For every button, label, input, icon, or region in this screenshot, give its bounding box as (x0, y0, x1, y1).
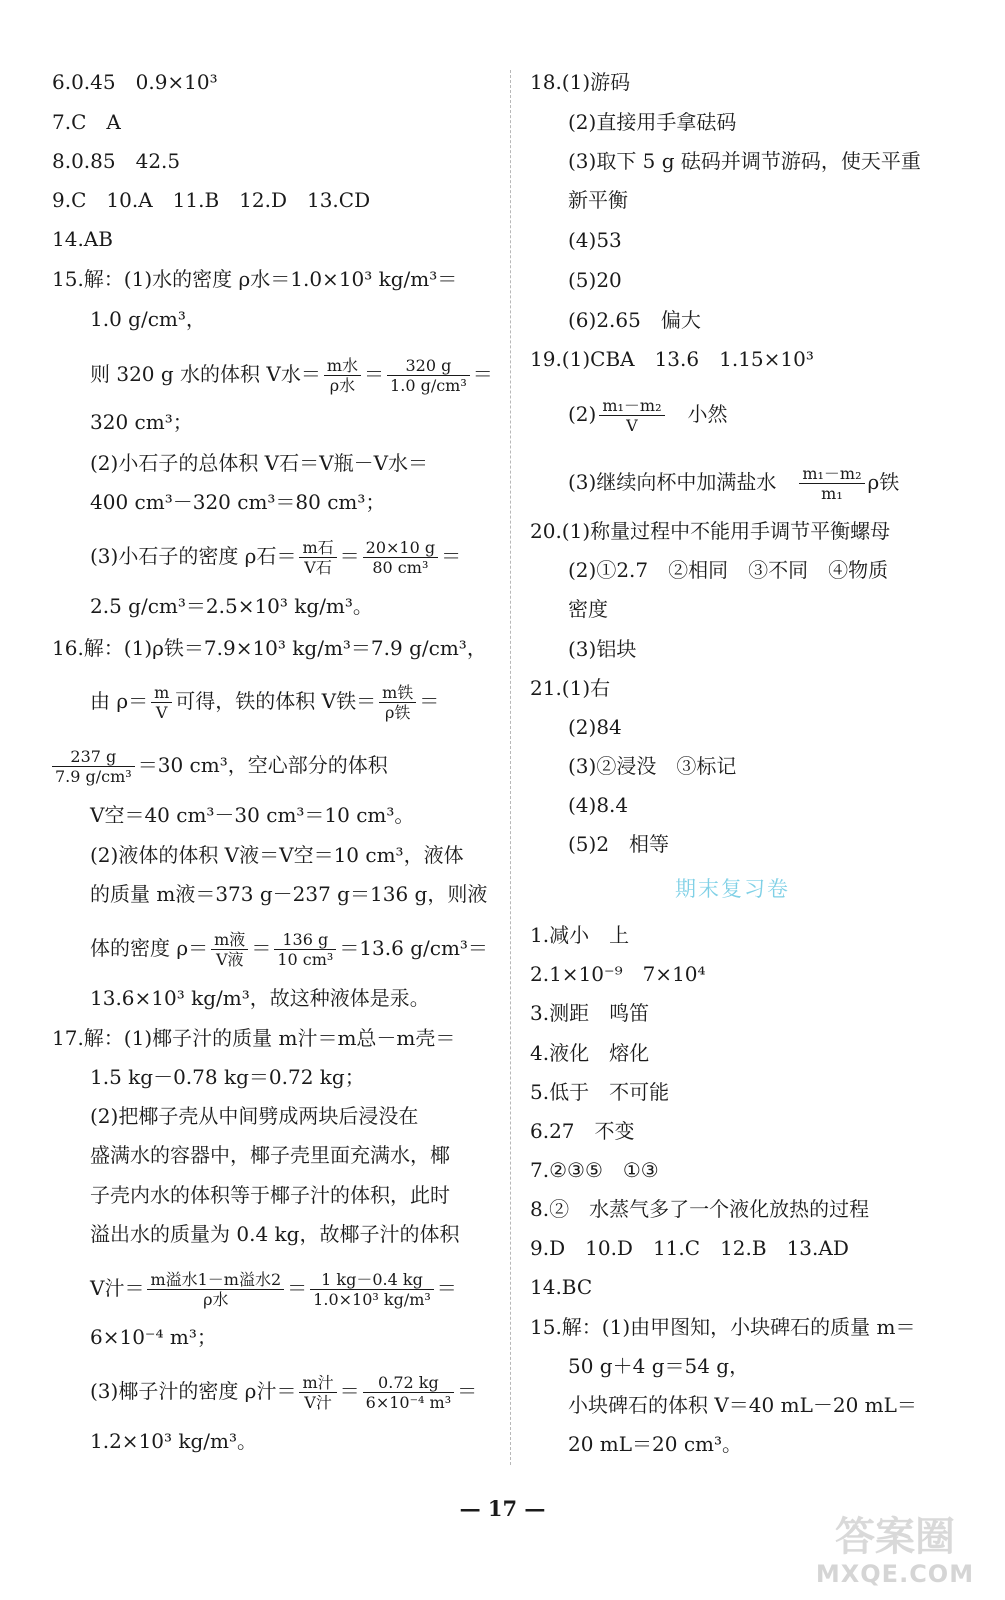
answer-line: 7.②③⑤ ①③ (530, 1158, 659, 1182)
fraction: $\frac{0.72 kg}{\text{6×10⁻⁴ m³}}$ (363, 1373, 454, 1412)
answer-line: (3)②浸没 ③标记 (568, 754, 737, 778)
formula-line: $\frac{237 g}{\text{7.9 g/cm³}}$ ＝30 cm³，空心部分的体积 (52, 747, 388, 786)
answer-line: 50 g＋4 g＝54 g， (568, 1354, 750, 1378)
answer-line: (3)取下 5 g 砝码并调节游码，使天平重 (568, 149, 921, 173)
answer-line: 18.(1)游码 (530, 70, 631, 94)
answer-line: 7.C A (52, 110, 121, 134)
fraction: $\frac{\text{m石}}{\text{V石}}$ (299, 538, 336, 577)
answer-line: (5)20 (568, 268, 622, 292)
fraction: $\frac{\text{m₁－m₂}}{\text{m₁}}$ (799, 464, 864, 503)
fraction: $\frac{m}{V}$ (151, 683, 172, 722)
answer-line: (2)84 (568, 715, 622, 739)
fraction: $\frac{\text{m₁－m₂}}{V}$ (599, 396, 664, 435)
answer-line: 1.0 g/cm³， (90, 307, 206, 331)
answer-line: 14.AB (52, 227, 113, 251)
formula-line: (3)继续向杯中加满盐水 $\frac{\text{m₁－m₂}}{\text{m₁}}$ ρ铁 (568, 464, 900, 503)
answer-line: 密度 (568, 597, 608, 621)
answer-line: 4.液化 熔化 (530, 1041, 650, 1065)
fraction: $\frac{1 kg-0.4 kg}{\text{1.0×10³ kg/m³}}$ (310, 1270, 434, 1309)
watermark-logo (810, 1505, 980, 1595)
watermark-logo-text: 答案圈 (835, 1514, 955, 1560)
answer-line: (2)把椰子壳从中间劈成两块后浸没在 (90, 1104, 419, 1128)
answer-line: 15.解：(1)水的密度 ρ水＝1.0×10³ kg/m³＝ (52, 267, 458, 291)
answer-line: 5.低于 不可能 (530, 1080, 670, 1104)
answer-line: 320 cm³； (90, 410, 193, 434)
answer-line: 8.② 水蒸气多了一个液化放热的过程 (530, 1197, 870, 1221)
answer-line: 子壳内水的体积等于椰子汁的体积，此时 (90, 1183, 450, 1207)
formula-line: (3)小石子的密度 ρ石＝ $\frac{\text{m石}}{\text{V石}}$ ＝ $\frac{20\times 10 g}{\text{80 cm³}}$ ＝ (90, 538, 462, 577)
formula-line: 由 ρ＝ $\frac{m}{V}$ 可得，铁的体积 V铁＝ $\frac{\text{m铁}}{\text{ρ铁}}$ ＝ (90, 683, 440, 722)
answer-line: 9.C 10.A 11.B 12.D 13.CD (52, 188, 371, 212)
fraction: $\frac{20\times 10 g}{\text{80 cm³}}$ (363, 538, 438, 577)
answer-line: (6)2.65 偏大 (568, 308, 701, 332)
formula-line: (2) $\frac{\text{m₁－m₂}}{V}$ 小然 (568, 396, 728, 435)
answer-line: 9.D 10.D 11.C 12.B 13.AD (530, 1236, 849, 1260)
column-divider (510, 70, 511, 1465)
answer-line: (2)小石子的总体积 V石＝V瓶－V水＝ (90, 451, 429, 475)
answer-line: 3.测距 鸣笛 (530, 1001, 650, 1025)
answer-line: 新平衡 (568, 188, 628, 212)
answer-line: 溢出水的质量为 0.4 kg，故椰子汁的体积 (90, 1222, 460, 1246)
formula-line: 则 320 g 水的体积 V水＝ $\frac{\text{m水}}{\text{ρ水}}$ ＝ $\frac{320 g}{\text{1.0 g/cm³}}$ ＝ (90, 356, 493, 395)
fraction: $\frac{\text{m汁}}{\text{V汁}}$ (299, 1373, 336, 1412)
answer-line: 1.减小 上 (530, 923, 630, 947)
section-title: 期末复习卷 (675, 877, 790, 901)
answer-line: 20.(1)称量过程中不能用手调节平衡螺母 (530, 519, 891, 543)
answer-line: 15.解：(1)由甲图知，小块碑石的质量 m＝ (530, 1315, 916, 1339)
answer-line: (4)8.4 (568, 793, 629, 817)
answer-line: 的质量 m液＝373 g－237 g＝136 g，则液 (90, 882, 488, 906)
answer-line: 20 mL＝20 cm³。 (568, 1432, 743, 1456)
answer-line: 小块碑石的体积 V＝40 mL－20 mL＝ (568, 1393, 917, 1417)
answer-line: 19.(1)CBA 13.6 1.15×10³ (530, 347, 814, 371)
fraction: $\frac{\text{m液}}{\text{V液}}$ (211, 930, 248, 969)
fraction: $\frac{136 g}{\text{10 cm³}}$ (274, 930, 336, 969)
answer-line: 21.(1)右 (530, 676, 611, 700)
answer-line: 6.27 不变 (530, 1119, 635, 1143)
fraction: $\frac{320 g}{\text{1.0 g/cm³}}$ (387, 356, 470, 395)
answer-line: 13.6×10³ kg/m³，故这种液体是汞。 (90, 986, 430, 1010)
answer-line: (5)2 相等 (568, 832, 670, 856)
answer-line: V空＝40 cm³－30 cm³＝10 cm³。 (90, 803, 415, 827)
answer-line: (3)铝块 (568, 637, 637, 661)
answer-line: (2)①2.7 ②相同 ③不同 ④物质 (568, 558, 889, 582)
answer-line: 400 cm³－320 cm³＝80 cm³； (90, 490, 386, 514)
formula-line: 体的密度 ρ＝ $\frac{\text{m液}}{\text{V液}}$ ＝ $\frac{136 g}{\text{10 cm³}}$ ＝13.6 g/cm³＝ (90, 930, 488, 969)
fraction: $\frac{\text{m铁}}{\text{ρ铁}}$ (379, 683, 416, 722)
answer-line: 1.2×10³ kg/m³。 (90, 1429, 258, 1453)
answer-line: 2.5 g/cm³＝2.5×10³ kg/m³。 (90, 594, 373, 618)
answer-line: 8.0.85 42.5 (52, 149, 181, 173)
watermark-url: MXQE.COM (815, 1560, 975, 1588)
answer-line: (4)53 (568, 228, 622, 252)
answer-line: 盛满水的容器中，椰子壳里面充满水，椰 (90, 1143, 450, 1167)
formula-line: (3)椰子汁的密度 ρ汁＝ $\frac{\text{m汁}}{\text{V汁}}$ ＝ $\frac{0.72 kg}{\text{6×10⁻⁴ m³}}$ ＝ (90, 1373, 478, 1412)
page-number: — 17 — (459, 1496, 546, 1521)
answer-line: 16.解：(1)ρ铁＝7.9×10³ kg/m³＝7.9 g/cm³， (52, 636, 487, 660)
fraction: $\frac{237 g}{\text{7.9 g/cm³}}$ (52, 747, 135, 786)
fraction: $\frac{\text{m溢水1－m溢水2}}{\text{ρ水}}$ (147, 1270, 284, 1309)
answer-line: 6×10⁻⁴ m³； (90, 1325, 217, 1349)
answer-line: 6.0.45 0.9×10³ (52, 70, 218, 94)
answer-line: 1.5 kg－0.78 kg＝0.72 kg； (90, 1065, 365, 1089)
answer-line: 17.解：(1)椰子汁的质量 m汁＝m总－m壳＝ (52, 1026, 456, 1050)
answer-line: 14.BC (530, 1275, 593, 1299)
answer-line: 2.1×10⁻⁹ 7×10⁴ (530, 962, 706, 986)
fraction: $\frac{\text{m水}}{\text{ρ水}}$ (324, 356, 361, 395)
formula-line: V汁＝ $\frac{\text{m溢水1－m溢水2}}{\text{ρ水}}$ ＝ $\frac{1 kg-0.4 kg}{\text{1.0×10³ kg/m³}}$ ＝ (90, 1270, 457, 1309)
answer-line: (2)直接用手拿砝码 (568, 110, 737, 134)
answer-line: (2)液体的体积 V液＝V空＝10 cm³，液体 (90, 843, 464, 867)
